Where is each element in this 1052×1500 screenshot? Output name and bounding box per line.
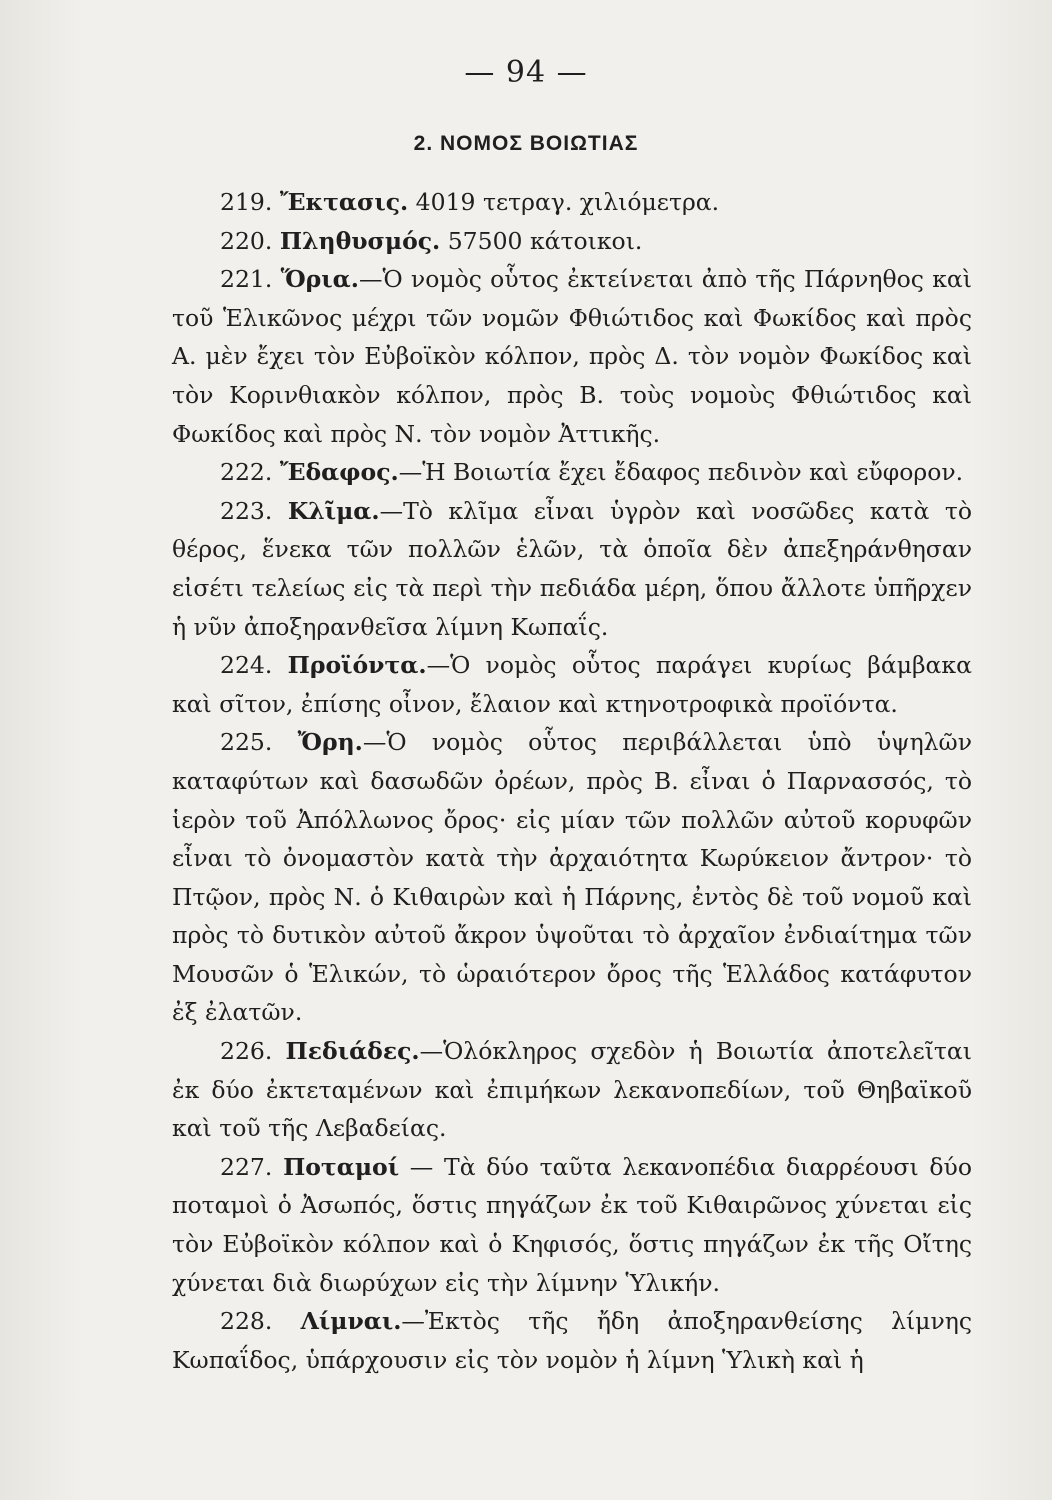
entry-223 [172,492,972,646]
entry-number: 221. [220,265,273,294]
entry-number: 219. [220,188,273,216]
entry-title: Κλῖμα. [287,496,380,525]
entry-225 [172,723,972,1032]
entry-number: 226. [220,1037,273,1066]
entry-222 [172,453,972,492]
page-number: — 94 — [464,55,588,90]
entry-number: 224. [220,651,273,680]
entry-text: —Τὸ κλῖμα εἶναι ὑγρὸν καὶ νοσῶδες κατὰ τὸ θέρος, ἕνεκα τῶν πολλῶν ἑλῶν, τὰ ὁποῖα δὲν ἀπεξηράνθησαν εἰσέτι τελείως εἰς τὰ περὶ τὴν πεδιάδα μέρη, ὅπου ἄλλοτε ὑπῆρχεν ἡ νῦν ἀποξηρανθεῖσα λίμνη Κωπαΐς. [172,496,972,641]
entry-title: Ὄρη. [297,728,363,757]
entry-text: —Ὁ νομὸς οὗτος παράγει κυρίως βάμβακα καὶ σῖτον, ἐπίσης οἶνον, ἔλαιον καὶ κτηνοτροφικὰ προϊόντα. [172,651,972,718]
entry-text: 57500 κάτοικοι. [440,226,643,255]
entry-title: Προϊόντα. [287,651,427,680]
entry-number: 228. [220,1307,273,1336]
entry-text: 4019 τετραγ. χιλιόμετρα. [408,188,720,216]
entry-title: Ἔδαφος. [279,458,399,487]
entry-text: —Ἐκτὸς τῆς ἤδη ἀποξηρανθείσης λίμνης Κωπαΐδος, ὑπάρχουσιν εἰς τὸν νομὸν ἡ λίμνη Ὑλικὴ καὶ ἡ [172,1307,972,1374]
entry-text: — Τὰ δύο ταῦτα λεκανοπέδια διαρρέουσι δύο ποταμοὶ ὁ Ἀσωπός, ὅστις πηγάζων ἐκ τοῦ Κιθαιρῶνος χύνεται εἰς τὸν Εὐβοϊκὸν κόλπον καὶ ὁ Κηφισός, ὅστις πηγάζων ἐκ τῆς Οἴτης χύνεται διὰ διωρύχων εἰς τὴν λίμνην Ὑλικήν. [172,1152,972,1297]
entry-219 [172,183,972,222]
entry-221 [172,260,972,453]
entry-220 [172,222,972,261]
entry-title: Ὅρια. [280,265,359,294]
entry-number: 227. [220,1152,273,1181]
entry-title: Ποταμοί [283,1152,400,1181]
entry-title: Λίμναι. [300,1307,402,1336]
entry-title: Πληθυσμός. [279,226,441,255]
entry-title: Πεδιάδες. [285,1037,420,1066]
entry-text: —Ὁλόκληρος σχεδὸν ἡ Βοιωτία ἀποτελεῖται ἐκ δύο ἐκτεταμένων καὶ ἐπιμήκων λεκανοπεδίων, τοῦ Θηβαϊκοῦ καὶ τοῦ τῆς Λεβαδείας. [172,1037,972,1143]
entry-228 [172,1302,972,1379]
entry-226 [172,1032,972,1148]
entry-number: 222. [220,458,273,487]
entry-title: Ἔκτασις. [279,188,409,216]
entry-number: 223. [220,496,273,525]
entry-text: —Ὁ νομὸς οὗτος περιβάλλεται ὑπὸ ὑψηλῶν καταφύτων καὶ δασωδῶν ὀρέων, πρὸς Β. εἶναι ὁ Παρνασσός, τὸ ἱερὸν τοῦ Ἀπόλλωνος ὄρος· εἰς μίαν τῶν πολλῶν αὐτοῦ κορυφῶν εἶναι τὸ ὀνομαστὸν κατὰ τὴν ἀρχαιότητα Κωρύκειον ἄντρον· τὸ Πτῷον, πρὸς Ν. ὁ Κιθαιρὼν καὶ ἡ Πάρνης, ἐντὸς δὲ τοῦ νομοῦ καὶ πρὸς τὸ δυτικὸν αὐτοῦ ἄκρον ὑψοῦται τὸ ἀρχαῖον ἐνδιαίτημα τῶν Μουσῶν ὁ Ἑλικών, τὸ ὡραιότερον ὄρος τῆς Ἑλλάδος κατάφυτον ἐξ ἐλατῶν. [172,728,972,1027]
page-body [172,183,972,1379]
section-heading: 2. ΝΟΜΟΣ ΒΟΙΩΤΙΑΣ [413,132,639,155]
entry-number: 225. [220,728,273,757]
entry-224 [172,646,972,723]
entry-text: —Ὁ νομὸς οὗτος ἐκτείνεται ἀπὸ τῆς Πάρνηθος καὶ τοῦ Ἑλικῶνος μέχρι τῶν νομῶν Φθιώτιδος καὶ Φωκίδος καὶ πρὸς Α. μὲν ἔχει τὸν Εὐβοϊκὸν κόλπον, πρὸς Δ. τὸν νομὸν Φωκίδος καὶ τὸν Κορινθιακὸν κόλπον, πρὸς Β. τοὺς νομοὺς Φθιώτιδος καὶ Φωκίδος καὶ πρὸς Ν. τὸν νομὸν Ἀττικῆς. [172,265,972,448]
entry-number: 220. [220,226,273,255]
entry-text: —Ἡ Βοιωτία ἔχει ἔδαφος πεδινὸν καὶ εὔφορον. [398,458,964,487]
entry-227 [172,1148,972,1302]
